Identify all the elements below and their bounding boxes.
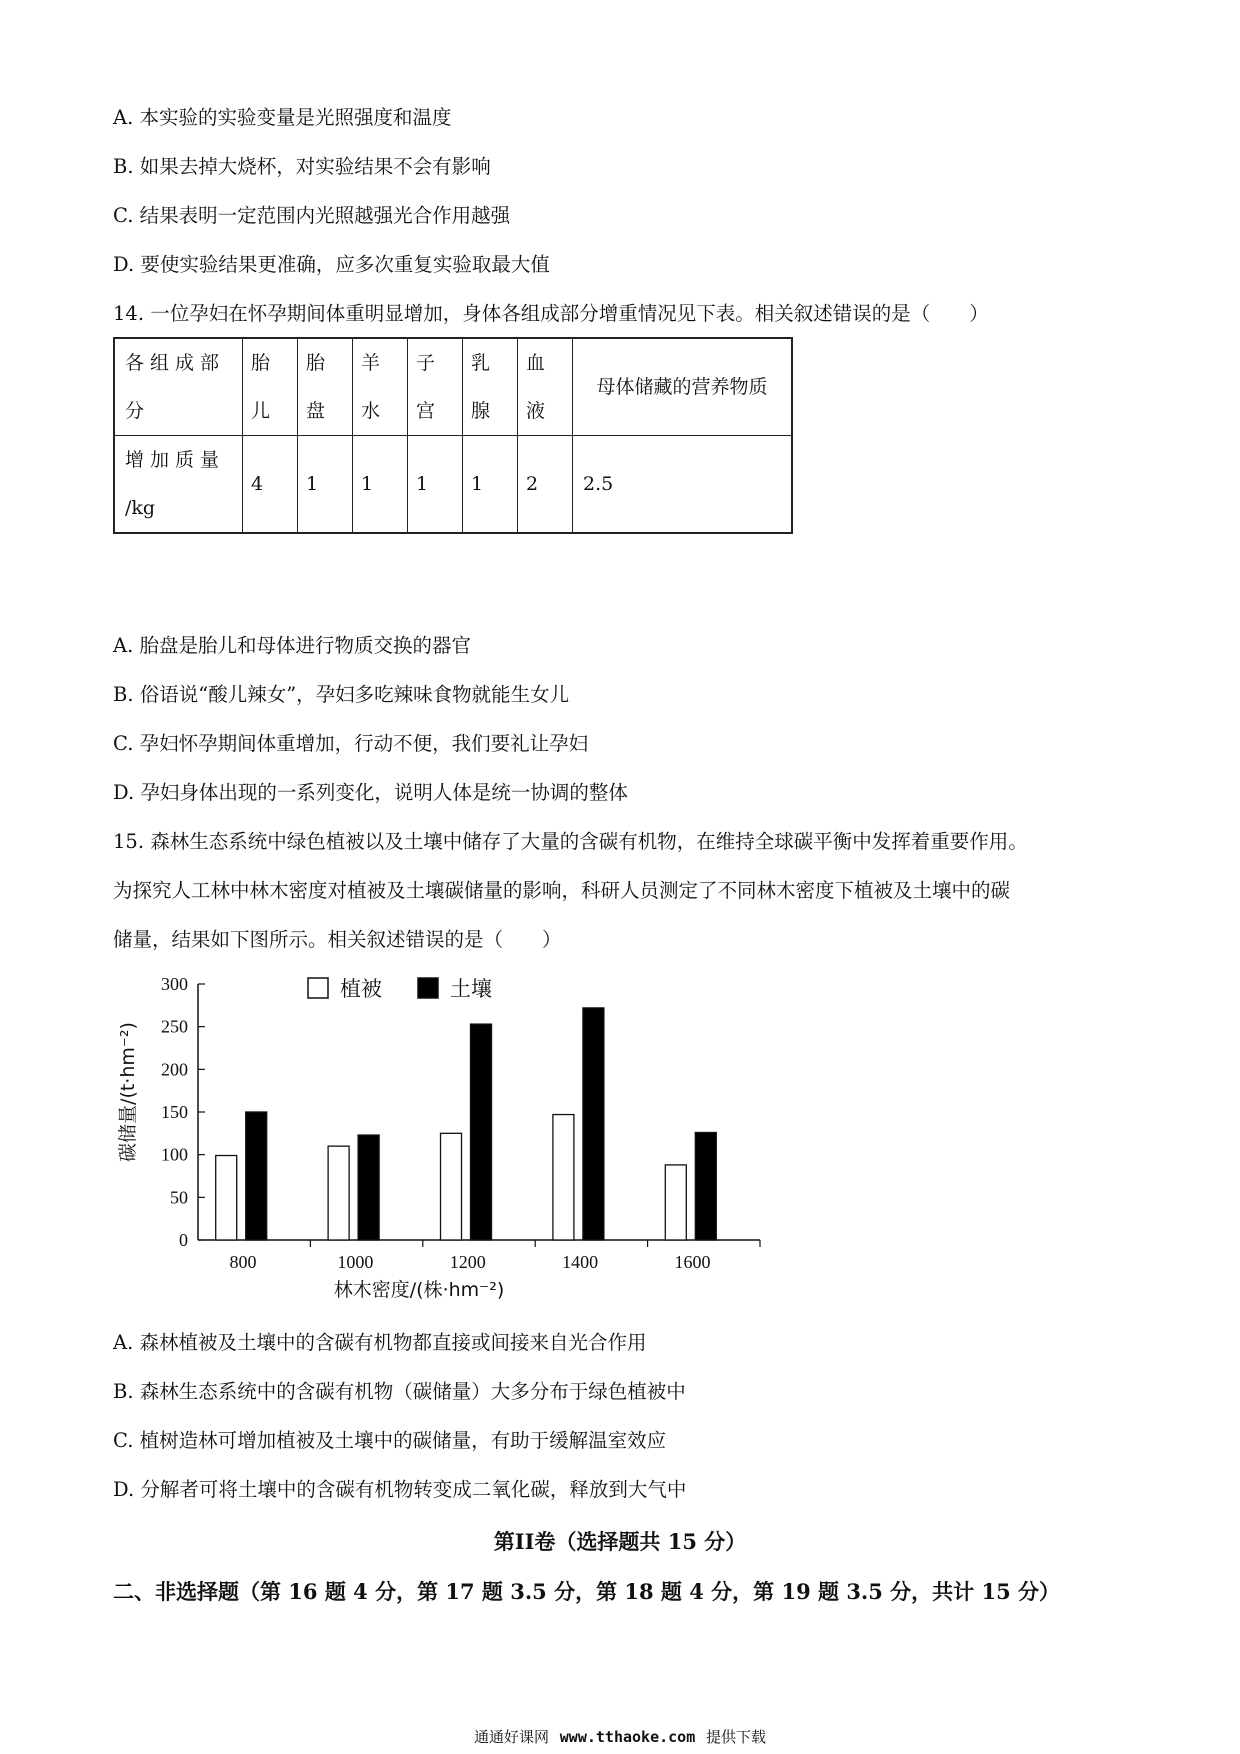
bar-vegetation [441,1133,462,1240]
q14-option-d: D. 孕妇身体出现的一系列变化，说明人体是统一协调的整体 [113,781,628,804]
page-footer [0,1726,1240,1747]
x-tick-label: 1000 [337,1252,374,1272]
column-label-line1: 子 [416,352,436,374]
column-label-line1: 胎 [306,352,326,374]
table-header-cell [114,338,243,436]
x-tick-label: 1600 [674,1252,711,1272]
bar-soil [358,1135,379,1240]
q14-table [113,337,793,534]
x-tick-label: 800 [229,1252,257,1272]
legend-label: 土壤 [450,977,492,1001]
table-header-cell: 母体储藏的营养物质 [573,338,793,436]
table-header-label-line2: 分 [125,400,145,422]
bar-vegetation [665,1165,686,1240]
q14-stem: 14. 一位孕妇在怀孕期间体重明显增加，身体各组成部分增重情况见下表。相关叙述错误的是（ ） [113,302,989,325]
y-tick-label: 200 [161,1059,188,1080]
table-value-cell: 1 [353,436,408,534]
q13-option-a: A. 本实验的实验变量是光照强度和温度 [113,106,452,129]
y-tick-label: 300 [161,974,188,994]
table-value-cell: 2 [518,436,573,534]
table-value-cell: 1 [298,436,353,534]
table-header-cell [353,338,408,436]
column-label-line2: 腺 [471,400,491,422]
column-label-line2: 宫 [416,400,436,422]
bar-vegetation [553,1115,574,1240]
legend-swatch [418,978,438,998]
q15-stem-line2: 为探究人工林中林木密度对植被及土壤碳储量的影响，科研人员测定了不同林木密度下植被及土壤中的碳 [113,879,1011,902]
row-label-line1: 增加质量 [125,449,226,471]
bar-soil [583,1008,604,1240]
legend-label: 植被 [340,977,382,1001]
table-header-cell [298,338,353,436]
q15-option-d: D. 分解者可将土壤中的含碳有机物转变成二氧化碳，释放到大气中 [113,1478,687,1501]
bar-vegetation [328,1146,349,1240]
table-row [114,436,792,534]
table-value-cell: 1 [408,436,463,534]
q13-option-d: D. 要使实验结果更准确，应多次重复实验取最大值 [113,253,550,276]
y-tick-label: 150 [161,1102,188,1122]
y-axis-label: 碳储量/(t·hm⁻²) [117,1022,139,1162]
column-label-line1: 羊 [361,352,381,374]
y-tick-label: 0 [179,1230,188,1250]
q13-option-b: B. 如果去掉大烧杯，对实验结果不会有影响 [113,155,491,178]
column-label-line2: 盘 [306,400,326,422]
y-tick-label: 50 [170,1187,188,1208]
table-header-cell [518,338,573,436]
table-row-label-cell [114,436,243,534]
bar-soil [695,1132,716,1240]
y-tick-label: 250 [161,1016,188,1037]
footer-note: 提供下载 [706,1728,767,1746]
table-header-cell [243,338,298,436]
column-label-line1: 乳 [471,352,491,374]
carbon-storage-bar-chart [112,970,772,1300]
q13-option-c: C. 结果表明一定范围内光照越强光合作用越强 [113,204,511,227]
bar-vegetation [216,1156,237,1240]
row-label-line2: /kg [125,497,156,519]
table-value-cell: 2.5 [573,436,793,534]
q14-option-b: B. 俗语说“酸儿辣女”，孕妇多吃辣味食物就能生女儿 [113,683,570,706]
legend-swatch [308,978,328,998]
table-row [114,338,792,436]
section-title: 第II卷（选择题共 15 分） [493,1529,747,1554]
x-tick-label: 1200 [449,1252,486,1272]
q15-stem-line3: 储量，结果如下图所示。相关叙述错误的是（ ） [113,928,562,951]
bar-soil [246,1112,267,1240]
table-header-cell [463,338,518,436]
y-tick-label: 100 [161,1144,188,1165]
table-value-cell: 1 [463,436,518,534]
table-value-cell: 4 [243,436,298,534]
table-header-label-line1: 各组成部 [125,352,226,374]
column-label-line2: 水 [361,400,381,422]
footer-url-link[interactable]: www.tthaoke.com [559,1728,696,1746]
column-label-line2: 液 [526,400,546,422]
x-tick-label: 1400 [562,1252,599,1272]
column-label-line2: 儿 [251,400,271,422]
q14-option-a: A. 胎盘是胎儿和母体进行物质交换的器官 [113,634,471,657]
q14-option-c: C. 孕妇怀孕期间体重增加，行动不便，我们要礼让孕妇 [113,732,589,755]
q15-option-b: B. 森林生态系统中的含碳有机物（碳储量）大多分布于绿色植被中 [113,1380,686,1403]
column-label-line1: 血 [526,352,546,374]
q15-stem-line1: 15. 森林生态系统中绿色植被以及土壤中储存了大量的含碳有机物，在维持全球碳平衡中发挥着重要作用。 [113,830,1028,853]
table-header-cell [408,338,463,436]
x-axis-label: 林木密度/(株·hm⁻²) [333,1279,505,1300]
footer-site-name: 通通好课网 [473,1728,549,1746]
column-label-line1: 胎 [251,352,271,374]
q15-option-a: A. 森林植被及土壤中的含碳有机物都直接或间接来自光合作用 [113,1331,647,1354]
section-subtitle: 二、非选择题（第 16 题 4 分，第 17 题 3.5 分，第 18 题 4 分，第 19 题 3.5 分，共计 15 分） [113,1579,1061,1604]
bar-soil [471,1024,492,1240]
q15-option-c: C. 植树造林可增加植被及土壤中的碳储量，有助于缓解温室效应 [113,1429,667,1452]
